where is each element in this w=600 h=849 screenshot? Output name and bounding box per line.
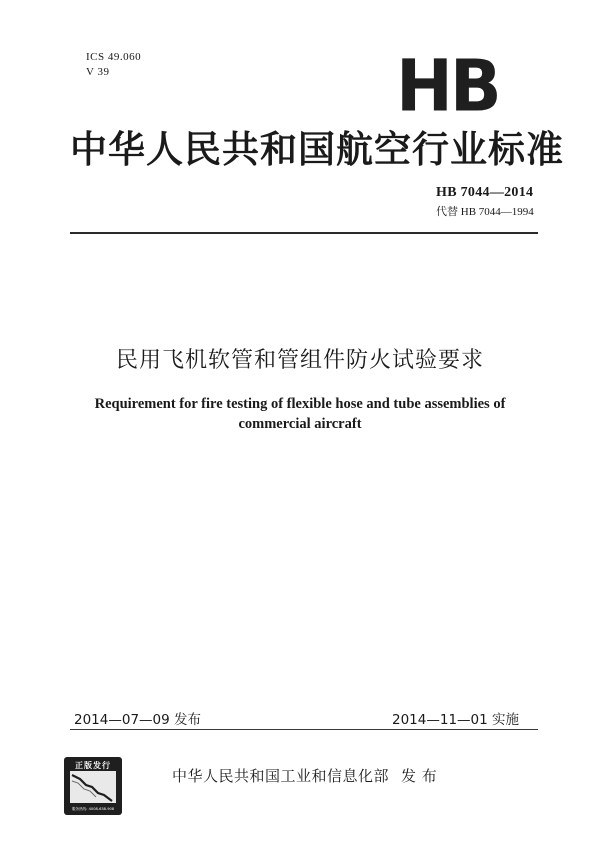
publisher-name: 中华人民共和国工业和信息化部	[172, 767, 390, 785]
publisher-line	[172, 765, 437, 786]
standard-title: 中华人民共和国航空行业标准	[70, 128, 564, 171]
stamp-hotline: 服务热线: 4008-638-908	[71, 807, 115, 811]
document-title-cn: 民用飞机软管和管组件防火试验要求	[115, 348, 484, 373]
footer-divider	[70, 729, 538, 730]
ics-code: ICS 49.060	[86, 51, 142, 63]
publish-word: 发 布	[401, 767, 438, 785]
document-title-en-line1: Requirement for fire testing of flexible hose and tube assemblies of	[94, 396, 506, 412]
replaces-standard: 代替 HB 7044—1994	[436, 206, 534, 218]
issue-date: 2014—07—09 发布	[74, 712, 202, 728]
stamp-label: 正版发行	[75, 761, 111, 770]
ccs-code: V 39	[86, 66, 110, 78]
authenticity-stamp	[64, 757, 122, 815]
stamp-graphic-icon	[70, 771, 116, 803]
document-title-en-line2: commercial aircraft	[238, 416, 362, 432]
implement-date: 2014—11—01 实施	[392, 712, 520, 728]
header-divider	[70, 232, 538, 234]
document-title-en	[80, 394, 520, 434]
standard-number: HB 7044—2014	[436, 185, 534, 200]
hb-logo: HB	[396, 45, 499, 129]
